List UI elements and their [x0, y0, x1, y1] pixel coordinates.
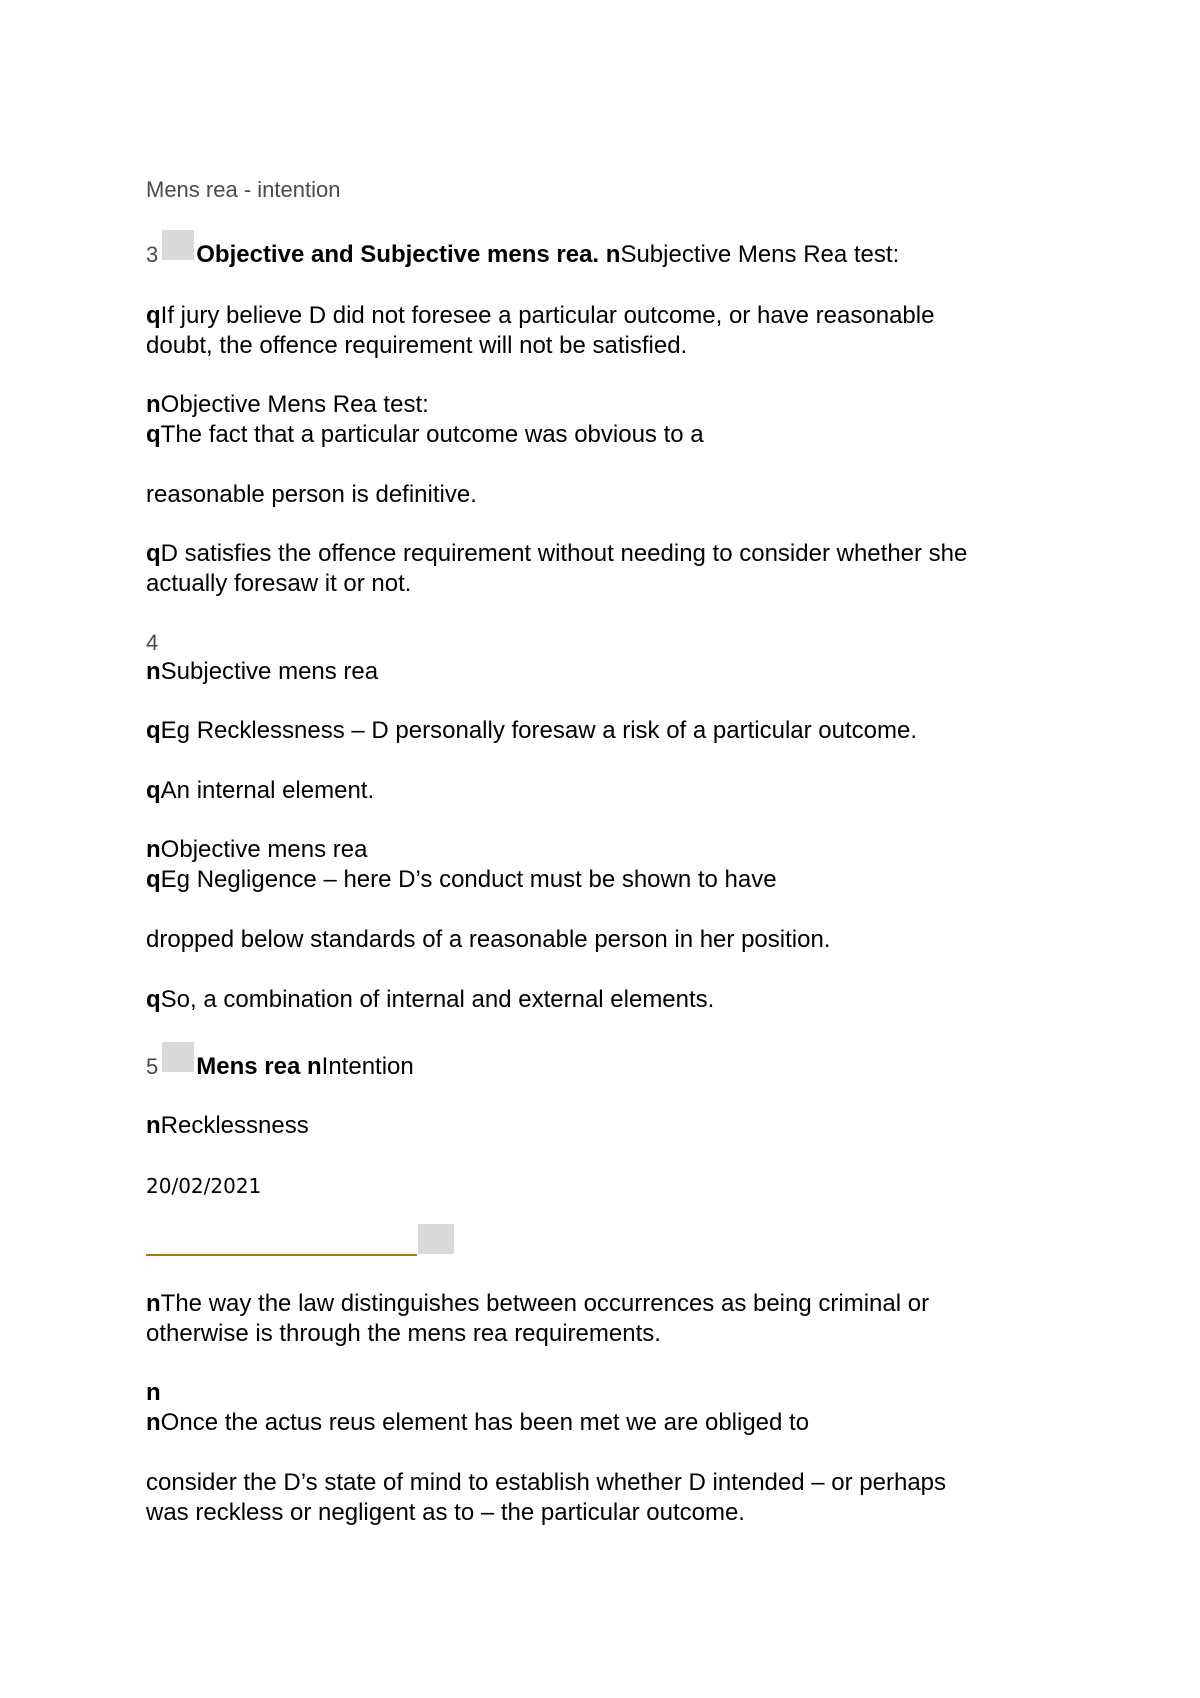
slide-number: 4 [146, 630, 159, 655]
list-item-continuation: otherwise is through the mens rea requirements. [146, 1320, 661, 1347]
slide-thumbnail [162, 230, 194, 260]
bullet-n: n [146, 1409, 161, 1436]
bullet-n: n [146, 658, 161, 685]
document-title: Mens rea - intention [146, 177, 341, 202]
list-item [146, 539, 967, 569]
list-item: Subjective Mens Rea test: [620, 241, 900, 268]
slide-heading: Mens rea [196, 1053, 301, 1080]
list-item [146, 865, 777, 895]
list-item-continuation: dropped below standards of a reasonable person in her position. [146, 926, 831, 953]
list-item-text: Once the actus reus element has been met we are obliged to [160, 1409, 810, 1436]
list-item: Intention [321, 1053, 414, 1080]
bullet-n: n [146, 1379, 161, 1406]
bullet-n: n [146, 1290, 161, 1317]
slide-thumbnail [162, 1042, 194, 1072]
list-item [146, 301, 934, 331]
bullet-n: n [306, 1053, 322, 1080]
bullet-q: q [146, 777, 161, 804]
document-date: 20/02/2021 [146, 1174, 262, 1198]
list-item [146, 420, 704, 450]
bullet-q: q [146, 540, 161, 567]
slide-heading: Objective and Subjective mens rea. [196, 241, 600, 268]
list-item [146, 716, 917, 746]
footer-rule [146, 1254, 417, 1256]
list-item-text: Eg Negligence – here D’s conduct must be shown to have [160, 866, 777, 893]
list-item [146, 1378, 161, 1408]
list-item-text: D satisfies the offence requirement without needing to consider whether she [160, 540, 968, 567]
list-item-text: An internal element. [160, 777, 375, 804]
bullet-q: q [146, 302, 161, 329]
list-item [146, 835, 367, 865]
list-item [146, 985, 714, 1015]
list-item-continuation: reasonable person is definitive. [146, 481, 477, 508]
list-item [146, 776, 374, 806]
bullet-q: q [146, 866, 161, 893]
list-item-text: If jury believe D did not foresee a particular outcome, or have reasonable [160, 302, 935, 329]
list-item-text: So, a combination of internal and external elements. [160, 986, 715, 1013]
list-item-text: Objective Mens Rea test: [160, 391, 429, 418]
bullet-q: q [146, 717, 161, 744]
list-item [146, 1289, 929, 1319]
list-item-text: Recklessness [160, 1112, 309, 1139]
bullet-n: n [146, 836, 161, 863]
list-item-text: Eg Recklessness – D personally foresaw a risk of a particular outcome. [160, 717, 917, 744]
list-item-continuation: was reckless or negligent as to – the particular outcome. [146, 1499, 745, 1526]
list-item-text: The way the law distinguishes between occurrences as being criminal or [160, 1290, 930, 1317]
list-item-text: Subjective mens rea [160, 658, 379, 685]
list-item [146, 1111, 309, 1141]
bullet-n: n [605, 241, 621, 268]
list-item [146, 1408, 809, 1438]
bullet-n: n [146, 391, 161, 418]
list-item-continuation: doubt, the offence requirement will not be satisfied. [146, 332, 688, 359]
list-item-text: The fact that a particular outcome was obvious to a [160, 421, 704, 448]
slide-3-heading-line [146, 240, 899, 270]
slide-number: 3 [146, 242, 159, 267]
slide-thumbnail [418, 1224, 454, 1254]
bullet-q: q [146, 986, 161, 1013]
slide-number: 5 [146, 1054, 159, 1079]
bullet-q: q [146, 421, 161, 448]
list-item-continuation: actually foresaw it or not. [146, 570, 412, 597]
list-item-text: Objective mens rea [160, 836, 368, 863]
slide-5-heading-line [146, 1052, 414, 1082]
list-item [146, 390, 429, 420]
list-item-continuation: consider the D’s state of mind to establish whether D intended – or perhaps [146, 1469, 947, 1496]
list-item [146, 657, 378, 687]
bullet-n: n [146, 1112, 161, 1139]
